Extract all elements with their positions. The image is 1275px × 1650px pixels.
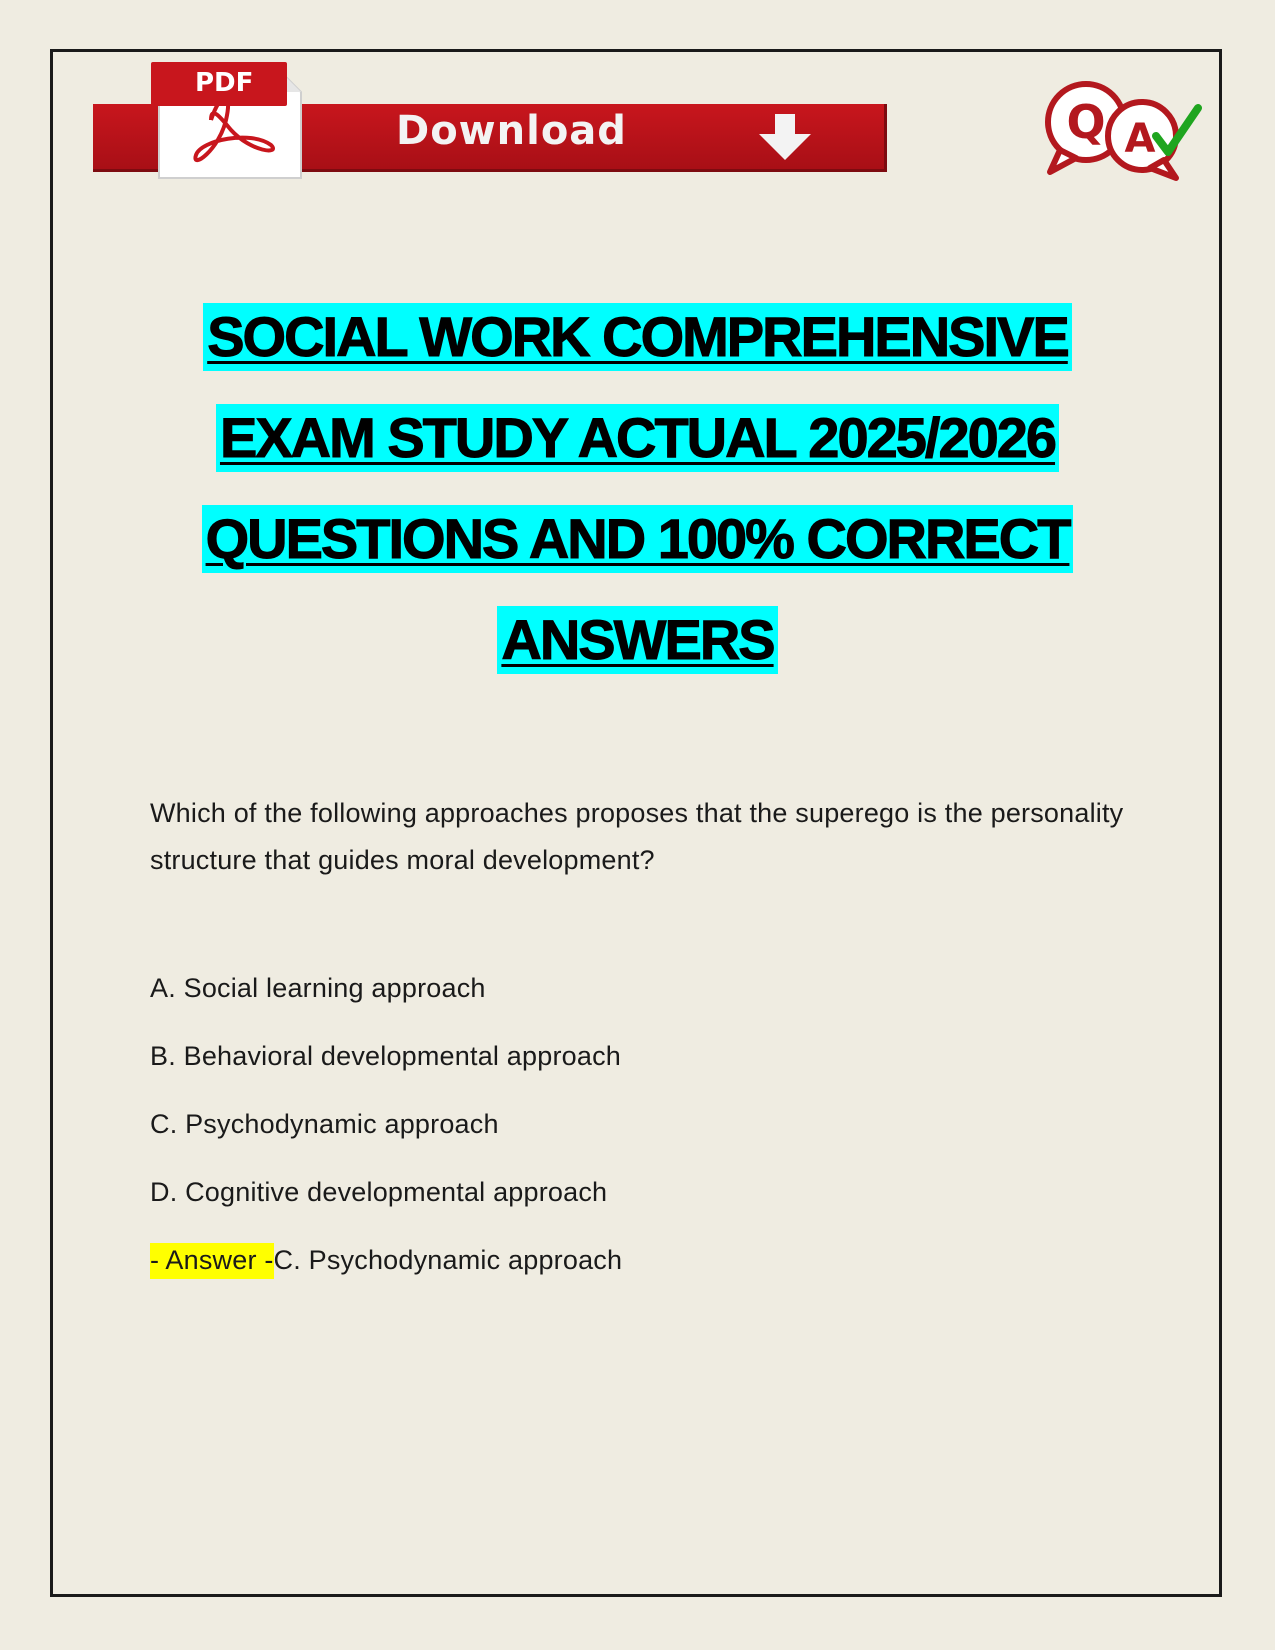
pdf-download-banner[interactable]: [93, 60, 887, 176]
option-d: D. Cognitive developmental approach: [150, 1177, 608, 1207]
qa-logo: [1038, 78, 1208, 182]
pdf-document-icon: [151, 60, 305, 180]
question-text: Which of the following approaches proposes that the superego is the personality structure that guides moral development?: [150, 798, 1124, 875]
pdf-label: PDF: [195, 68, 254, 98]
pdf-tab: [151, 62, 287, 106]
title-line: QUESTIONS AND 100% CORRECT: [202, 505, 1074, 573]
option-a: A. Social learning approach: [150, 973, 486, 1003]
title-line: ANSWERS: [497, 606, 777, 674]
svg-text:A: A: [1124, 116, 1156, 162]
a-bubble-icon: [1108, 102, 1176, 178]
svg-text:Q: Q: [1066, 95, 1106, 149]
option-b: B. Behavioral developmental approach: [150, 1041, 621, 1071]
options-list: [150, 970, 1130, 1278]
download-arrow-icon: [755, 112, 815, 162]
title-line: SOCIAL WORK COMPREHENSIVE: [203, 303, 1072, 371]
title-line: EXAM STUDY ACTUAL 2025/2026: [216, 404, 1059, 472]
answer-label: - Answer -: [150, 1243, 274, 1279]
answer-text: C. Psychodynamic approach: [273, 1245, 623, 1275]
option-c: C. Psychodynamic approach: [150, 1109, 499, 1139]
download-label: Download: [396, 108, 627, 154]
question-block: [150, 790, 1130, 1278]
document-title: [130, 303, 1145, 707]
answer-row: [150, 1242, 1130, 1278]
